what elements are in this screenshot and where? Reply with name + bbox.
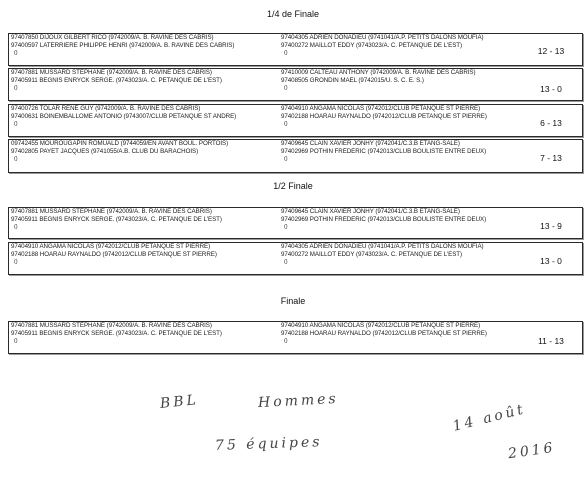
player-line: 97404305 ADRIEN DONADIEU (9741041/A.P. PETITS DALONS MOUFIA) <box>281 243 484 250</box>
team-left <box>11 105 279 136</box>
match-score: 13 - 9 <box>540 221 562 231</box>
team-right <box>281 34 529 65</box>
match-quarter-1 <box>8 33 583 66</box>
match-score: 13 - 0 <box>540 256 562 266</box>
player-line: 97402188 HOARAU RAYNALDO (9742012/CLUB PETANQUE ST PIERRE) <box>11 251 217 258</box>
player-line: 97410009 CALTEAU ANTHONY (9742009/A. B. RAVINE DES CABRIS) <box>281 69 476 76</box>
player-line: 97402969 POTHIN FRÉDÉRIC (9742013/CLUB BOULISTE ENTRE DEUX) <box>281 148 487 155</box>
team-note: () <box>284 121 288 127</box>
player-line: 97405911 BEGNIS ENRYCK SERGE. (9743023/A. C. PETANQUE DE L'EST) <box>11 330 222 337</box>
team-left <box>11 208 279 238</box>
match-score: 6 - 13 <box>540 118 562 128</box>
player-line: 97404910 ANGAMA NICOLAS (9742012/CLUB PETANQUE ST PIERRE) <box>281 322 481 329</box>
handwritten-teams: 75 équipes <box>214 434 323 454</box>
match-score: 13 - 0 <box>540 84 562 94</box>
team-note: () <box>14 338 18 344</box>
match-quarter-3 <box>8 104 583 137</box>
match-semi-1 <box>8 207 583 239</box>
player-line: 97408505 GRONDIN MAËL (9742015/U. S. C. E. S.) <box>281 77 424 84</box>
player-line: 97402805 PAYET JACQUES (9741055/A.B. CLUB DU BARACHOIS) <box>11 148 199 155</box>
player-line: 97407881 MUSSARD STÉPHANE (9742009/A. B. RAVINE DES CABRIS) <box>11 322 212 329</box>
heading-semi-finals: 1/2 Finale <box>273 181 313 191</box>
team-note: () <box>14 156 18 162</box>
player-line: 97409645 CLAIN XAVIER JONHY (9742041/C.3.B ETANG-SALE) <box>281 140 460 147</box>
player-line: 97402969 POTHIN FRÉDÉRIC (9742013/CLUB BOULISTE ENTRE DEUX) <box>281 216 487 223</box>
match-score: 7 - 13 <box>540 153 562 163</box>
match-score: 11 - 13 <box>538 336 564 346</box>
player-line: 97405911 BEGNIS ENRYCK SERGE. (9743023/A. C. PETANQUE DE L'EST) <box>11 77 222 84</box>
team-left <box>11 34 279 65</box>
team-note: () <box>284 259 288 265</box>
player-line: 97402188 HOARAU RAYNALDO (9742012/CLUB PETANQUE ST PIERRE) <box>281 113 487 120</box>
player-line: 97404305 ADRIEN DONADIEU (9741041/A.P. PETITS DALONS MOUFIA) <box>281 34 484 41</box>
player-line: 97400631 BOINEMBALLOME ANTONIO (9743007/CLUB PETANQUE ST ANDRE) <box>11 113 237 120</box>
handwritten-date: 14 août <box>451 401 528 435</box>
team-right <box>281 322 529 353</box>
match-quarter-4 <box>8 139 583 173</box>
player-line: 09742455 MOUROUGAPIN ROMUALD (9744059/EN AVANT BOUL. PORTOIS) <box>11 140 229 147</box>
heading-final: Finale <box>280 296 306 306</box>
player-line: 97400597 LATERRIERE PHILIPPE HENRI (9742009/A. B. RAVINE DES CABRIS) <box>11 42 235 49</box>
team-note: () <box>284 224 288 230</box>
team-left <box>11 322 279 353</box>
match-semi-2 <box>8 242 583 275</box>
heading-quarter-finals: 1/4 de Finale <box>266 9 320 19</box>
team-left <box>11 243 279 274</box>
handwritten-gender: Hommes <box>257 390 340 412</box>
team-right <box>281 69 529 100</box>
player-line: 97409645 CLAIN XAVIER JONHY (9742041/C.3.B ETANG-SALE) <box>281 208 460 215</box>
team-left <box>11 140 279 172</box>
team-right <box>281 243 529 274</box>
player-line: 97407850 DIJOUX GILBERT RICO (9742009/A. B. RAVINE DES CABRIS) <box>11 34 214 41</box>
team-note: () <box>14 50 18 56</box>
player-line: 97404910 ANGAMA NICOLAS (9742012/CLUB PETANQUE ST PIERRE) <box>281 105 481 112</box>
handwritten-category: BBL <box>159 392 200 412</box>
team-note: () <box>284 338 288 344</box>
match-quarter-2 <box>8 68 583 101</box>
player-line: 97407881 MUSSARD STÉPHANE (9742009/A. B. RAVINE DES CABRIS) <box>11 208 212 215</box>
player-line: 97400272 MAILLOT EDDY (9743023/A. C. PETANQUE DE L'EST) <box>281 251 463 258</box>
handwritten-year: 2016 <box>507 439 557 463</box>
team-right <box>281 208 529 238</box>
team-note: () <box>284 156 288 162</box>
match-final <box>8 321 583 354</box>
player-line: 97407881 MUSSARD STÉPHANE (9742009/A. B. RAVINE DES CABRIS) <box>11 69 212 76</box>
team-note: () <box>284 85 288 91</box>
team-right <box>281 105 529 136</box>
team-right <box>281 140 529 172</box>
player-line: 97404910 ANGAMA NICOLAS (9742012/CLUB PETANQUE ST PIERRE) <box>11 243 211 250</box>
player-line: 97402188 HOARAU RAYNALDO (9742012/CLUB PETANQUE ST PIERRE) <box>281 330 487 337</box>
team-note: () <box>284 50 288 56</box>
team-note: () <box>14 259 18 265</box>
player-line: 97405911 BEGNIS ENRYCK SERGE. (9743023/A. C. PETANQUE DE L'EST) <box>11 216 222 223</box>
team-note: () <box>14 121 18 127</box>
player-line: 97400272 MAILLOT EDDY (9743023/A. C. PETANQUE DE L'EST) <box>281 42 463 49</box>
team-note: () <box>14 85 18 91</box>
team-left <box>11 69 279 100</box>
player-line: 97400726 TOLAR RENÉ GUY (9742009/A. B. RAVINE DES CABRIS) <box>11 105 201 112</box>
team-note: () <box>14 224 18 230</box>
match-score: 12 - 13 <box>537 46 565 56</box>
